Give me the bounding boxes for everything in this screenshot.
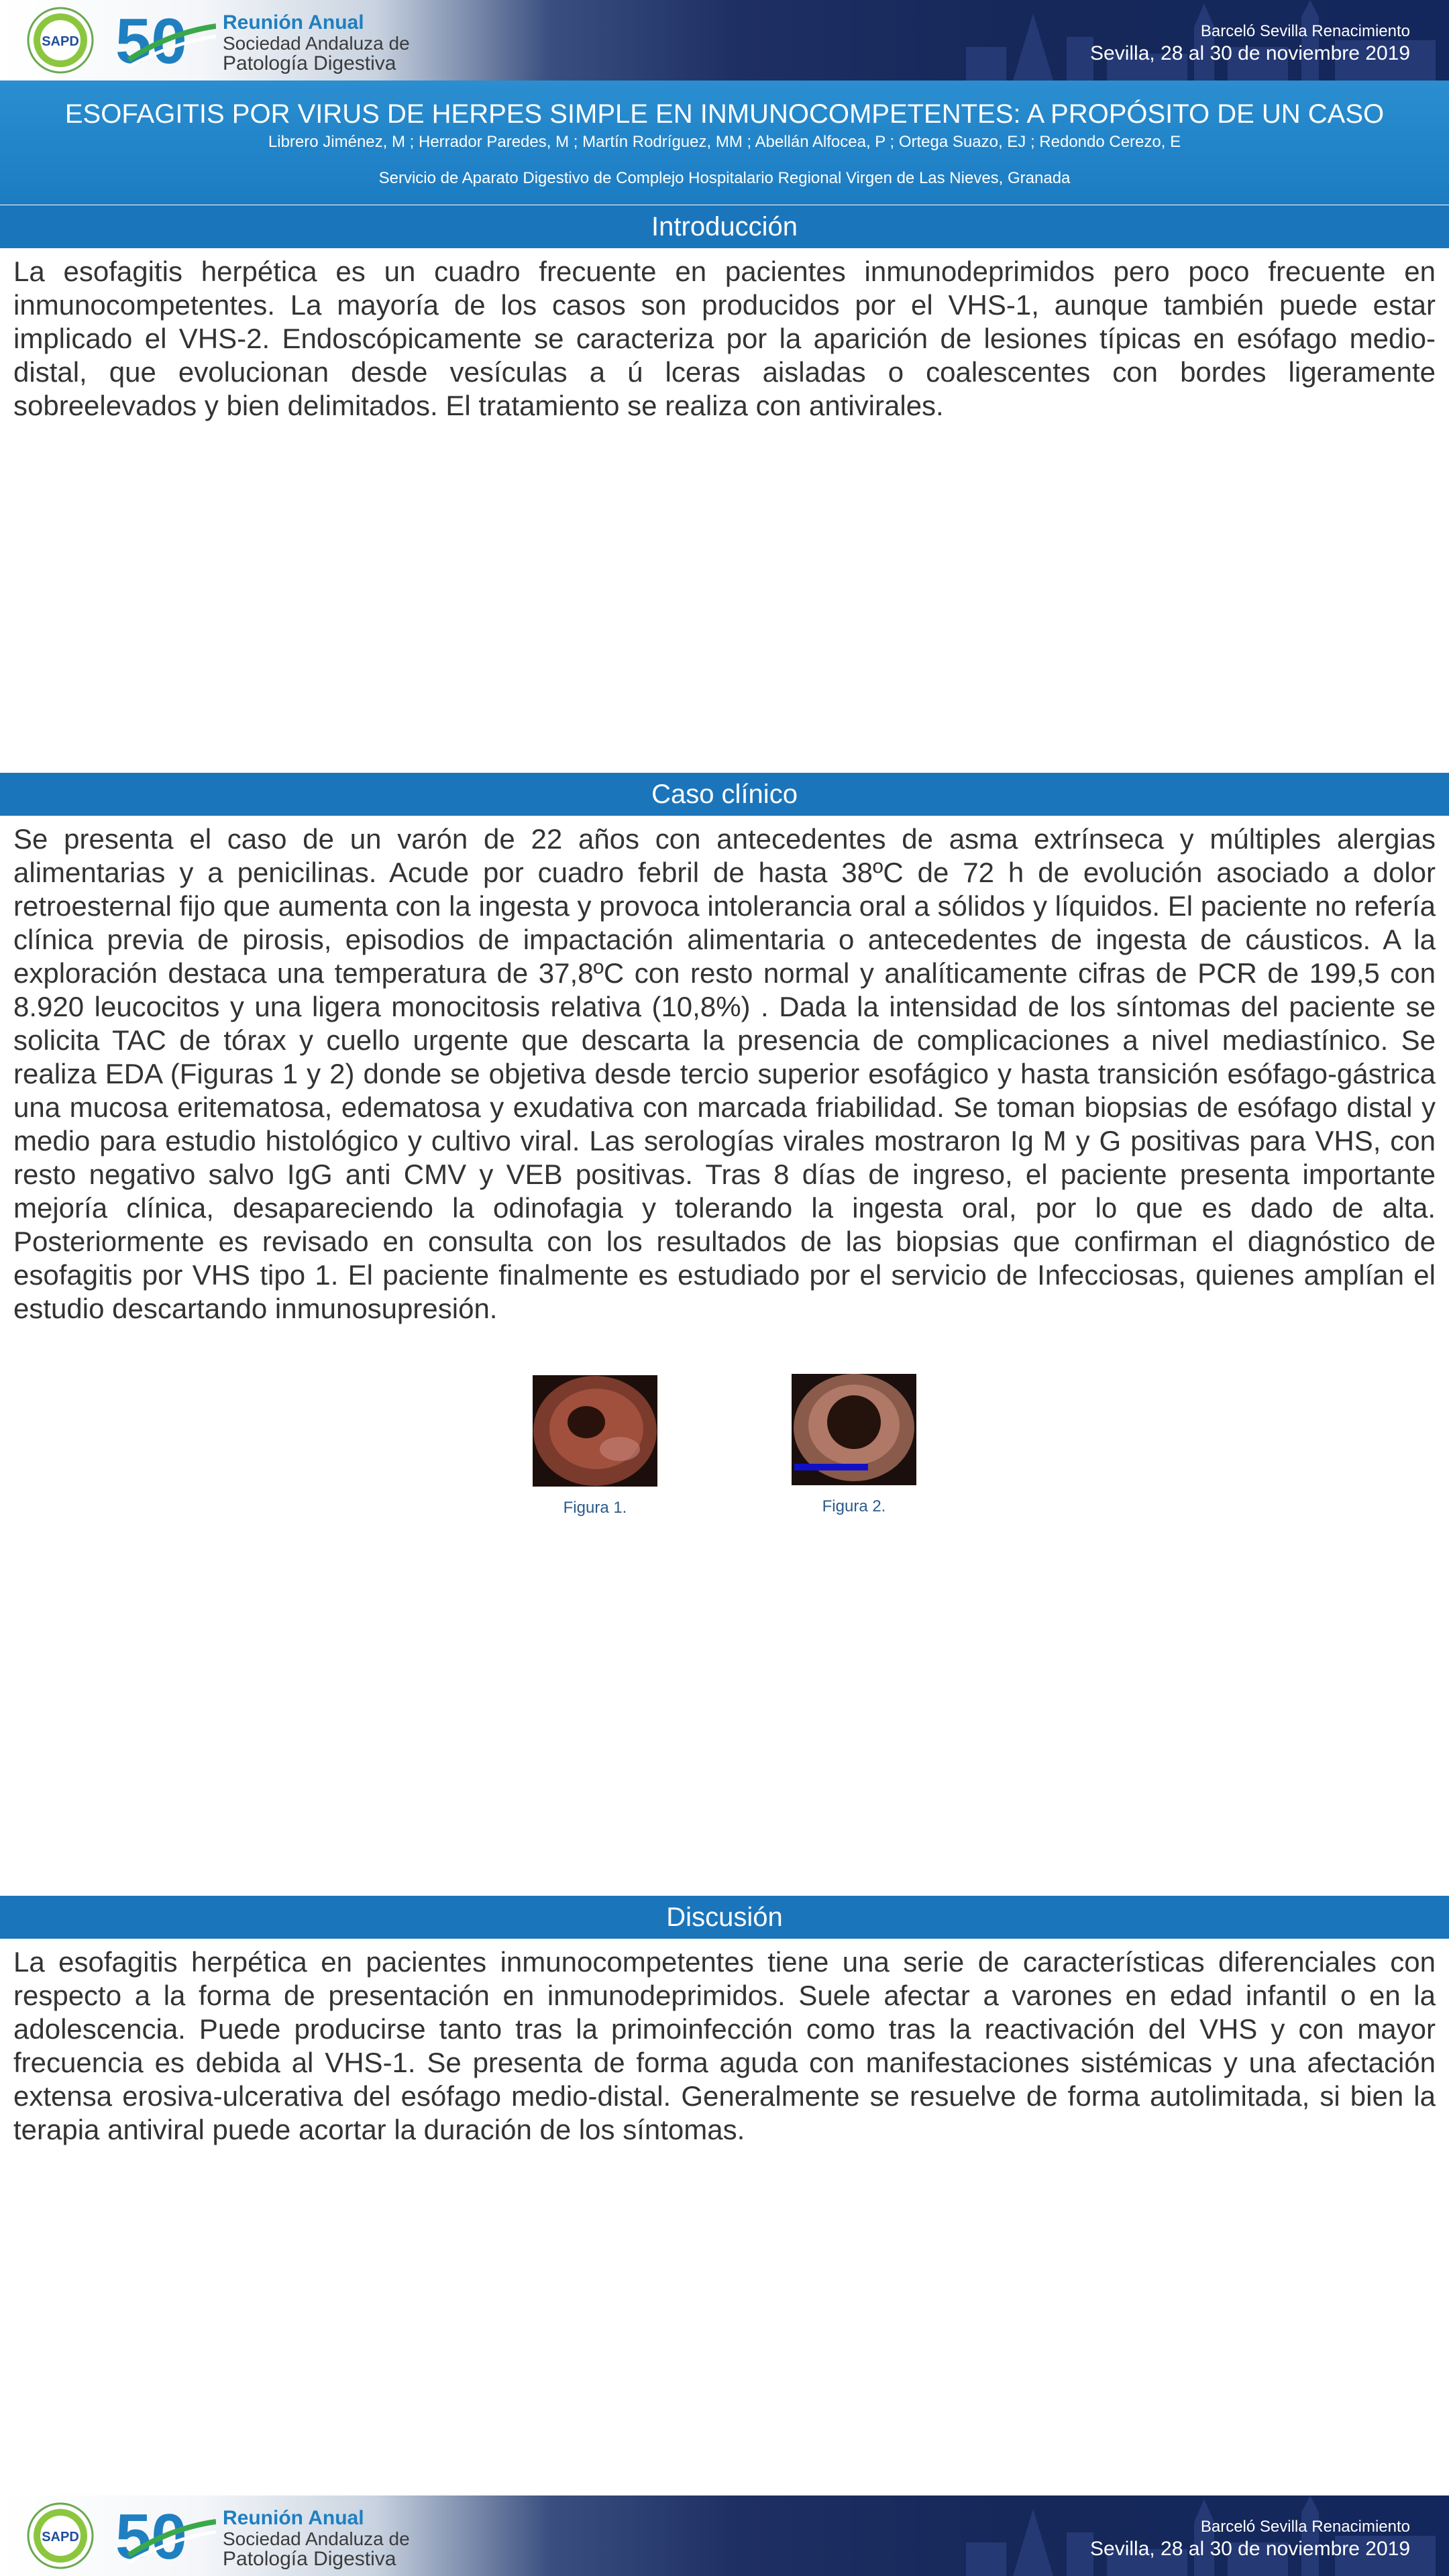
section-heading-case: Caso clínico [0,773,1449,816]
sapd-logo [27,7,94,74]
sapd-logo [27,2502,94,2569]
venue-info [1090,2517,1410,2561]
org-line-1: Reunión Anual [223,2507,364,2529]
org-line-1: Reunión Anual [223,11,364,34]
anniversary-50-text: 50 [115,2505,187,2567]
endoscopy-image-2 [792,1374,916,1485]
endoscopy-image-1 [533,1375,657,1487]
sapd-logo-text: SAPD [42,2530,79,2544]
discussion-text: La esofagitis herpética en pacientes inmunocompetentes tiene una serie de características diferenciales con respecto a la forma de presentación en inmunodeprimidos. Suele afectar a varones en edad infantil o en la adolescencia. Puede producirse tanto tras la primoinfección como tras la reactivación del VHS y con mayor frecuencia es debida al VHS-1. Se presenta de forma aguda con manifestaciones sistémicas y una afectación extensa erosiva-ulcerativa del esófago medio-distal. Generalmente se resuelve de forma autolimitada, si bien la terapia antiviral puede acortar la duración de los síntomas. [13,1946,1436,2145]
bottom-banner [0,2496,1449,2576]
poster-authors: Librero Jiménez, M ; Herrador Paredes, M ; Martín Rodríguez, MM ; Abellán Alfocea, P ; Ortega Suazo, EJ ; Redondo Cerezo, E [268,133,1181,151]
figure-1 [533,1375,657,1517]
anniversary-50-logo [115,2505,216,2567]
venue-name: Barceló Sevilla Renacimiento [1200,22,1410,40]
section-heading-discussion: Discusión [0,1896,1449,1939]
org-line-3: Patología Digestiva [223,2547,396,2570]
venue-info [1090,21,1410,66]
anniversary-50-logo [115,9,216,71]
case-text: Se presenta el caso de un varón de 22 años con antecedentes de asma extrínseca y múltiples alergias alimentarias y a penicilinas. Acude por cuadro febril de hasta 38ºC de 72 h de evolución asociado a dolor retroesternal fijo que aumenta con la ingesta y provoca intolerancia oral a sólidos y líquidos. El paciente no refería clínica previa de pirosis, episodios de impactación alimentaria o antecedentes de ingesta de cáusticos. A la exploración destaca una temperatura de 37,8ºC con resto normal y analíticamente cifras de PCR de 199,5 con 8.920 leucocitos y una ligera monocitosis relativa (10,8%) . Dada la intensidad de los síntomas del paciente se solicita TAC de tórax y cuello urgente que descarta la presencia de complicaciones a nivel mediastínico. Se realiza EDA (Figuras 1 y 2) donde se objetiva desde tercio superior esofágico y hasta transición esófago-gástrica una mucosa eritematosa, edematosa y exudativa con marcada friabilidad. Se toman biopsias de esófago distal y medio para estudio histológico y cultivo viral. Las serologías virales mostraron Ig M y G positivas para VHS, con resto negativo salvo IgG anti CMV y VEB positivas. Tras 8 días de ingreso, el paciente presenta importante mejoría clínica, desapareciendo la odinofagia y tolerando la ingesta oral, por lo que es dado de alta. Posteriormente es revisado en consulta con los resultados de las biopsias que confirman el diagnóstico de esofagitis por VHS tipo 1. El paciente finalmente es estudiado por el servicio de Infecciosas, quienes amplían el estudio descartando inmunosupresión. [13,823,1436,1324]
anniversary-50-text: 50 [115,9,187,71]
section-heading-introduction: Introducción [0,205,1449,248]
introduction-text: La esofagitis herpética es un cuadro frecuente en pacientes inmunodeprimidos pero poco frecuente en inmunocompetentes. La mayoría de los casos son producidos por el VHS-1, aunque también puede estar implicado el VHS-2. Endoscópicamente se caracteriza por la aparición de lesiones típicas en esófago medio-distal, que evolucionan desde vesículas a ú lceras aisladas o coalescentes con bordes ligeramente sobreelevados y bien delimitados. El tratamiento se realiza con antivirales. [13,256,1436,421]
top-banner [0,0,1449,80]
poster-title: ESOFAGITIS POR VIRUS DE HERPES SIMPLE EN INMUNOCOMPETENTES: A PROPÓSITO DE UN CASO [64,99,1385,129]
figure-1-caption: Figura 1. [563,1499,627,1517]
poster-affiliation: Servicio de Aparato Digestivo de Complejo Hospitalario Regional Virgen de Las Nieves, Granada [378,169,1071,187]
venue-date: Sevilla, 28 al 30 de noviembre 2019 [1090,2538,1410,2560]
venue-date: Sevilla, 28 al 30 de noviembre 2019 [1090,42,1410,64]
org-line-2: Sociedad Andaluza de [223,32,410,54]
figure-2-caption: Figura 2. [822,1497,886,1515]
society-name [223,2508,410,2569]
figure-2 [792,1374,916,1516]
society-name [223,12,410,74]
venue-name: Barceló Sevilla Renacimiento [1200,2518,1410,2536]
org-line-3: Patología Digestiva [223,52,396,74]
sapd-logo-text: SAPD [42,34,79,49]
org-line-2: Sociedad Andaluza de [223,2528,410,2549]
poster-header [0,80,1449,205]
